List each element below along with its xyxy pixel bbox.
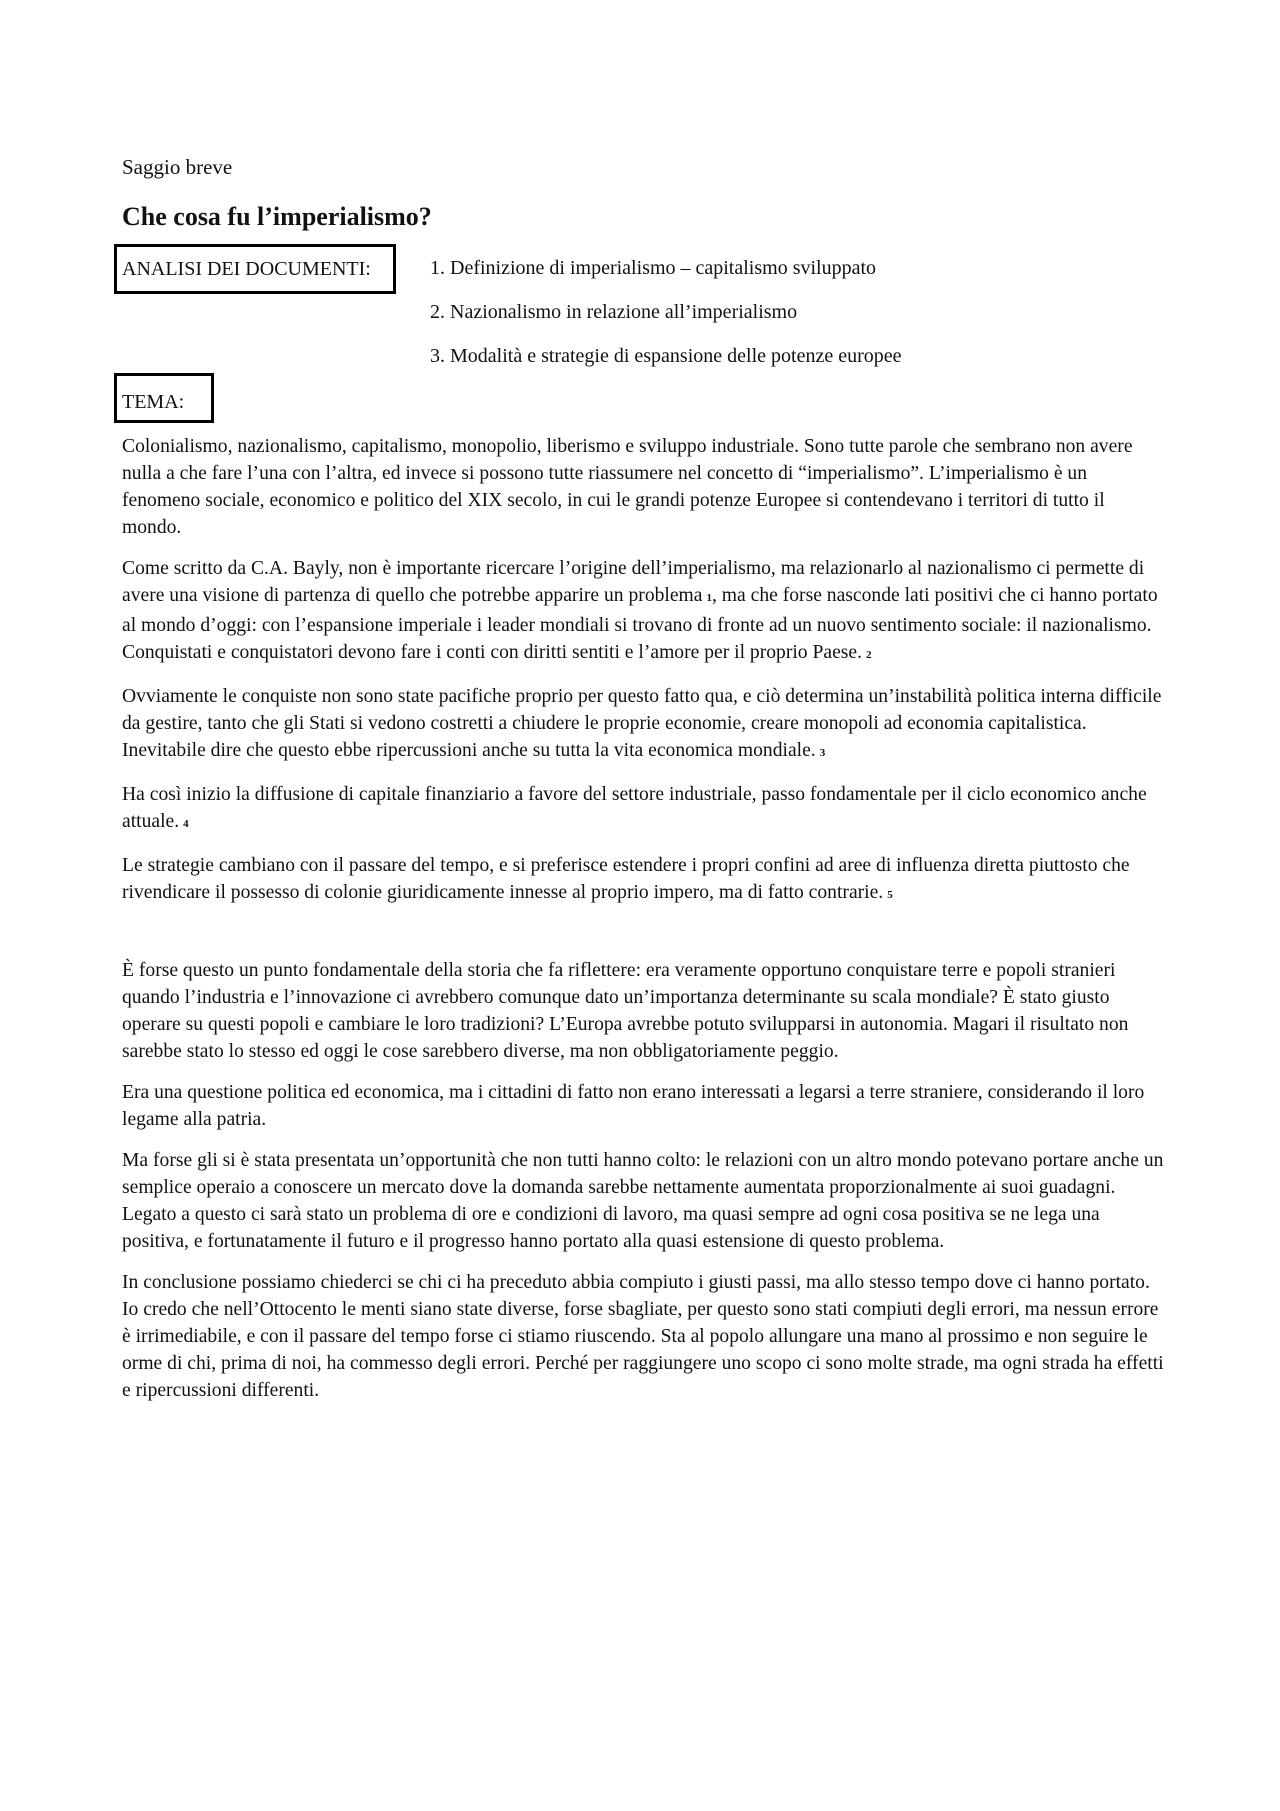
paragraph-1: Colonialismo, nazionalismo, capitalismo, monopolio, liberismo e sviluppo industriale. Sono tutte parole che sembrano non avere nulla a che fare l’una con l’altra, ed invece si possono tutte riassumere nel concetto di “imperialismo”. L’imperialismo è un fenomeno sociale, economico e politico del XIX secolo, in cui le grandi potenze Europee si contendevano i territori di tutto il mondo. [122, 436, 1133, 538]
footnote-marker: 5 [887, 889, 893, 901]
essay-body [122, 433, 1167, 1418]
paragraph-9: In conclusione possiamo chiederci se chi ci ha preceduto abbia compiuto i giusti passi, ma allo stesso tempo dove ci hanno portato. Io credo che nell’Ottocento le menti siano state diverse, forse sbagliate, per questo sono stati compiuti degli errori, ma nessun errore è irrimediabile, e con il passare del tempo forse ci stiamo riuscendo. Sta al popolo allungare una mano al prossimo e non seguire le orme di chi, prima di noi, ha commesso degli errori. Perché per raggiungere uno scopo ci sono molte strade, ma ogni strada ha effetti e ripercussioni differenti. [122, 1272, 1164, 1401]
paragraph-3 [122, 683, 1167, 767]
paragraph-2 [122, 555, 1167, 669]
analisi-documenti-box: ANALISI DEI DOCUMENTI: [114, 244, 396, 294]
page-title: Che cosa fu l’imperialismo? [122, 202, 432, 231]
paragraph-5 [122, 852, 1167, 909]
footnote-marker: 2 [866, 649, 872, 661]
paragraph-4 [122, 781, 1167, 838]
paragraph-2-text-b: , ma che forse nasconde lati positivi che ci hanno portato al mondo d’oggi: con l’espansione imperiale i leader mondiali si trovano di fronte ad un nuovo sentimento sociale: il nazionalismo. Conquistati e conquistatori devono fare i conti con diritti sentiti e l’amore per il proprio Paese. [122, 585, 1158, 663]
paragraph-2-text-a: Come scritto da C.A. Bayly, non è importante ricercare l’origine dell’imperialismo, ma relazionarlo al nazionalismo ci permette di avere una visione di partenza di quello che potrebbe apparire un problema [122, 558, 1145, 606]
list-item: 3. Modalità e strategie di espansione delle potenze europee [430, 345, 902, 367]
document-type-label: Saggio breve [122, 155, 233, 179]
paragraph-4-text: Ha così inizio la diffusione di capitale finanziario a favore del settore industriale, passo fondamentale per il ciclo economico anche attuale. [122, 784, 1147, 832]
paragraph-3-text: Ovviamente le conquiste non sono state pacifiche proprio per questo fatto qua, e ciò determina un’instabilità politica interna difficile da gestire, tanto che gli Stati si vedono costretti a chiudere le proprie economie, creare monopoli ad economia capitalistica. Inevitabile dire che questo ebbe ripercussioni anche su tutta la vita economica mondiale. [122, 686, 1162, 761]
paragraph-5-text: Le strategie cambiano con il passare del tempo, e si preferisce estendere i propri confini ad aree di influenza diretta piuttosto che rivendicare il possesso di colonie giuridicamente innesse al proprio impero, ma di fatto contrarie. [122, 855, 1130, 903]
documents-list [430, 256, 901, 388]
list-item: 1. Definizione di imperialismo – capitalismo sviluppato [430, 257, 877, 279]
footnote-marker: 1 [706, 592, 712, 604]
paragraph-6: È forse questo un punto fondamentale della storia che fa riflettere: era veramente opportuno conquistare terre e popoli stranieri quando l’industria e l’innovazione ci avrebbero comunque dato un’importanza determinante su scala mondiale? È stato giusto operare su questi popoli e cambiare le loro tradizioni? L’Europa avrebbe potuto svilupparsi in autonomia. Magari il risultato non sarebbe stato lo stesso ed oggi le cose sarebbero diverse, ma non obbligatoriamente peggio. [122, 960, 1129, 1062]
paragraph-7: Era una questione politica ed economica, ma i cittadini di fatto non erano interessati a legarsi a terre straniere, considerando il loro legame alla patria. [122, 1082, 1145, 1130]
paragraph-8: Ma forse gli si è stata presentata un’opportunità che non tutti hanno colto: le relazioni con un altro mondo potevano portare anche un semplice operaio a conoscere un mercato dove la domanda sarebbe nettamente aumentata proporzionalmente ai suoi guadagni. Legato a questo ci sarà stato un problema di ore e condizioni di lavoro, ma quasi sempre ad ogni cosa positiva se ne lega una positiva, e fortunatamente il futuro e il progresso hanno portato alla quasi estensione di questo problema. [122, 1150, 1164, 1252]
tema-box: TEMA: [114, 373, 214, 423]
footnote-marker: 4 [183, 818, 189, 830]
list-item: 2. Nazionalismo in relazione all’imperialismo [430, 301, 798, 323]
footnote-marker: 3 [819, 747, 826, 759]
